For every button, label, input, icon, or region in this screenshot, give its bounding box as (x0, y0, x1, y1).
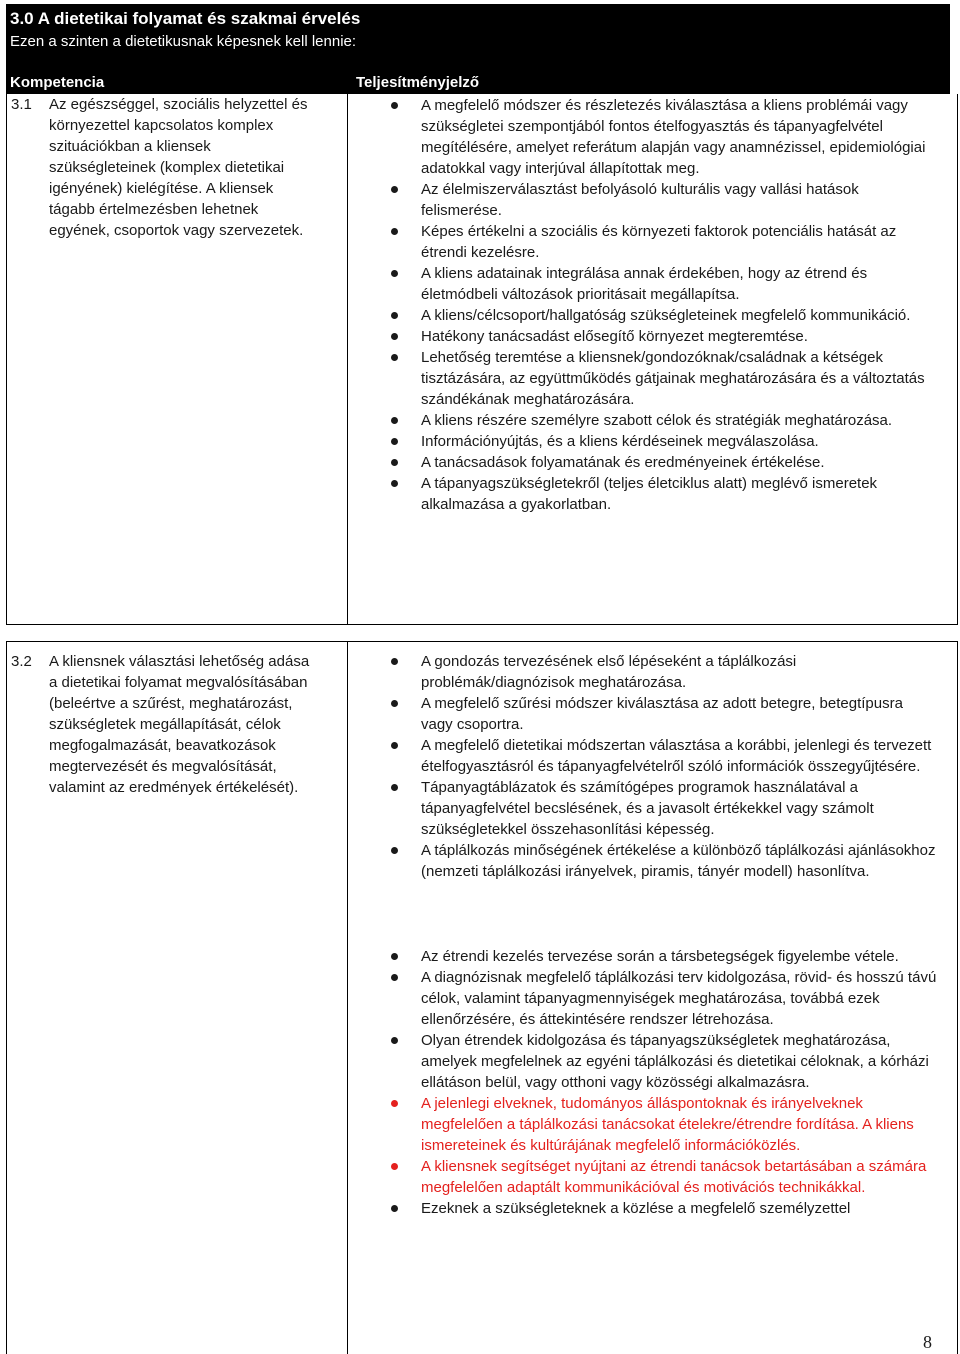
criterion-item: A megfelelő módszer és részletezés kiválasztása a kliens problémái vagy szükségletei szempontjából fontos ételfogyasztás és tápanyagfelvétel megítélésére, amelyet referátum alapján vagy anamnézissel, epidemiológiai adatokkal vagy interjúval állapítottak meg. (387, 95, 937, 179)
criterion-item: A tanácsadások folyamatának és eredményeinek értékelése. (387, 452, 937, 473)
criterion-item: Tápanyagtáblázatok és számítógépes programok használatával a tápanyagfelvétel becslésének, és a javasolt értékekkel vagy számolt szükségletekkel összehasonlítási képesség. (387, 777, 937, 840)
competency-number: 3.2 (11, 653, 32, 670)
criterion-item: A kliensnek segítséget nyújtani az étrendi tanácsok betartásában a számára megfelelően adaptált kommunikációval és motivációs technikákkal. (387, 1156, 937, 1198)
criterion-item: A jelenlegi elveknek, tudományos álláspontoknak és irányelveknek megfelelően a táplálkozási tanácsokat ételekre/étrendre fordítása. A kliens ismereteinek és kultúrájának megfelelő információközlés. (387, 1093, 937, 1156)
criterion-item: Az étrendi kezelés tervezése során a társbetegségek figyelembe vétele. (387, 946, 937, 967)
column-divider (347, 642, 348, 1354)
criterion-item: A tápanyagszükségletekről (teljes életciklus alatt) meglévő ismeretek alkalmazása a gyakorlatban. (387, 473, 937, 515)
competency-block-3-2 (6, 641, 958, 1354)
criterion-item: Lehetőség teremtése a kliensnek/gondozóknak/családnak a kétségek tisztázására, az együttműködés gátjainak meghatározására és a változtatás szándékának meghatározására. (387, 347, 937, 410)
criterion-item: Olyan étrendek kidolgozása és tápanyagszükségletek meghatározása, amelyek megfelelnek az egyéni táplálkozási és dietetikai céloknak, a kórházi ellátáson belül, vagy otthoni vagy közösségi alkalmazásra. (387, 1030, 937, 1093)
page-number: 8 (923, 1332, 932, 1352)
criterion-item: A gondozás tervezésének első lépéseként a táplálkozási problémák/diagnózisok meghatározása. (387, 651, 937, 693)
competency-cell (11, 651, 311, 798)
competency-number: 3.1 (11, 96, 32, 113)
criterion-item: Képes értékelni a szociális és környezeti faktorok potenciális hatását az étrendi kezelésre. (387, 221, 937, 263)
criterion-item: A táplálkozás minőségének értékelése a különböző táplálkozási ajánlásokhoz (nemzeti táplálkozási irányelvek, piramis, tányér modell) hasonlítva. (387, 840, 937, 882)
criteria-list (387, 651, 937, 882)
competency-text: A kliensnek választási lehetőség adása a dietetikai folyamat megvalósításában (beleértve a szűrést, meghatározást, szükségletek megállapítását, célok megfogalmazását, beavatkozások megtervezését és megvalósítását, valamint az eredmények értékelését). (49, 653, 310, 796)
criteria-list (387, 95, 937, 515)
criterion-item: Információnyújtás, és a kliens kérdéseinek megválaszolása. (387, 431, 937, 452)
criterion-item: A diagnózisnak megfelelő táplálkozási terv kidolgozása, rövid- és hosszú távú célok, valamint tápanyagmennyiségek meghatározása, továbbá ezek ellenőrzésére, és áttekintésére rendszer létrehozása. (387, 967, 937, 1030)
criterion-item: A kliens részére személyre szabott célok és stratégiák meghatározása. (387, 410, 937, 431)
criterion-item: Ezeknek a szükségleteknek a közlése a megfelelő személyzettel (387, 1198, 937, 1219)
criterion-item: A megfelelő szűrési módszer kiválasztása az adott betegre, betegtípusra vagy csoportra. (387, 693, 937, 735)
column-header-criteria: Teljesítményjelző (356, 74, 480, 91)
criterion-item: A kliens/célcsoport/hallgatóság szükségleteinek megfelelő kommunikáció. (387, 305, 937, 326)
criterion-item: Hatékony tanácsadást elősegítő környezet megteremtése. (387, 326, 937, 347)
section-title: 3.0 A dietetikai folyamat és szakmai érvelés (10, 9, 361, 28)
column-header-competency: Kompetencia (10, 74, 105, 91)
criterion-item: A megfelelő dietetikai módszertan választása a korábbi, jelenlegi és tervezett ételfogyasztásról és tápanyagfelvételről szóló információk összegyűjtésére. (387, 735, 937, 777)
section-header (6, 4, 950, 94)
competency-cell (11, 94, 311, 241)
competency-block-3-1 (6, 94, 958, 625)
section-subtitle: Ezen a szinten a dietetikusnak képesnek kell lennie: (10, 33, 357, 50)
criterion-item: A kliens adatainak integrálása annak érdekében, hogy az étrend és életmódbeli változások prioritásait megállapítsa. (387, 263, 937, 305)
competency-text: Az egészséggel, szociális helyzettel és környezettel kapcsolatos komplex szituációkban a kliensek szükségleteinek (komplex dietetikai igényének) kielégítése. A kliensek tágabb értelmezésben lehetnek egyének, csoportok vagy szervezetek. (49, 96, 308, 239)
column-divider (347, 94, 348, 624)
criterion-item: Az élelmiszerválasztást befolyásoló kulturális vagy vallási hatások felismerése. (387, 179, 937, 221)
criteria-list-continued (387, 946, 937, 1219)
